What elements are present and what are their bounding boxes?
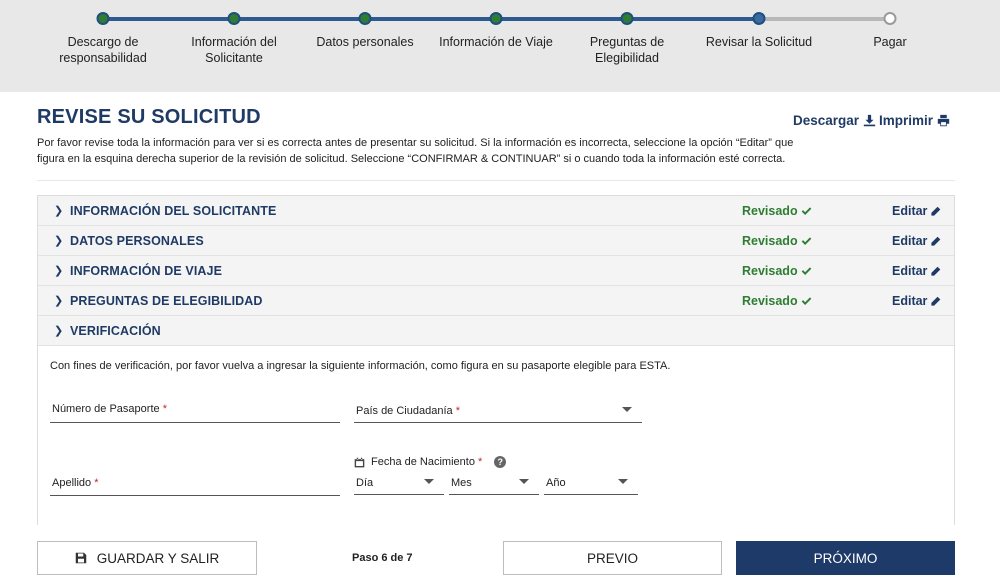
caret-down-icon [519, 479, 529, 484]
print-label: Imprimir [879, 113, 934, 128]
month-label: Mes [451, 477, 472, 489]
surname-field[interactable] [50, 467, 340, 496]
header-divider [37, 180, 955, 181]
day-label: Día [356, 477, 374, 489]
step-4-label: Información de Viaje [439, 35, 553, 49]
status-reviewed [742, 234, 812, 248]
label-text: Apellido [52, 477, 92, 489]
step-3-dot [359, 12, 372, 25]
required-mark: * [162, 403, 167, 415]
step-7-label: Pagar [873, 35, 907, 49]
required-mark: * [455, 405, 460, 417]
edit-label: Editar [892, 264, 928, 278]
save-and-exit-button[interactable] [37, 541, 257, 575]
section-personal-data[interactable] [38, 226, 954, 256]
printer-icon [937, 114, 950, 127]
step-2-dot [228, 12, 241, 25]
edit-travel-info-button[interactable] [892, 264, 941, 278]
status-label: Revisado [742, 204, 798, 218]
question-circle-icon[interactable]: ? [494, 456, 506, 468]
status-reviewed [742, 294, 812, 308]
previous-button[interactable] [503, 541, 722, 575]
pencil-icon [930, 206, 941, 217]
step-7-dot [884, 12, 897, 25]
status-label: Revisado [742, 264, 798, 278]
save-label: GUARDAR Y SALIR [96, 550, 220, 566]
edit-eligibility-button[interactable] [892, 294, 941, 308]
section-title: INFORMACIÓN DEL SOLICITANTE [70, 204, 277, 218]
passport-number-label [52, 403, 167, 415]
section-applicant-info[interactable] [38, 196, 954, 226]
edit-applicant-info-button[interactable] [892, 204, 941, 218]
chevron-right-icon: ❯ [54, 295, 64, 307]
edit-personal-data-button[interactable] [892, 234, 941, 248]
status-label: Revisado [742, 234, 798, 248]
status-label: Revisado [742, 294, 798, 308]
year-label: Año [546, 477, 566, 489]
date-of-birth-label [354, 456, 506, 468]
citizenship-country-select[interactable] [354, 395, 642, 423]
status-reviewed [742, 264, 812, 278]
review-accordion [37, 195, 955, 525]
section-title: VERIFICACIÓN [70, 324, 161, 338]
print-button[interactable] [879, 113, 950, 128]
chevron-right-icon: ❯ [54, 265, 64, 277]
intro-text: Por favor revise toda la información para ver si es correcta antes de presentar su solicitud. Si la información es incorrecta, seleccione la opción “Editar” que figura en la esquina derecha superior de la revisión de solicitud. Seleccione “CONFIRMAR & CONTINUAR” si o cuando toda la información esté correcta. [37, 137, 794, 165]
step-6-label: Revisar la Solicitud [705, 35, 813, 49]
step-5-dot [621, 12, 634, 25]
dob-month-select[interactable] [449, 471, 539, 495]
step-4-dot [490, 12, 503, 25]
section-title: PREGUNTAS DE ELEGIBILIDAD [70, 294, 263, 308]
section-title: DATOS PERSONALES [70, 234, 204, 248]
check-icon [801, 266, 812, 277]
dob-day-select[interactable] [354, 471, 444, 495]
chevron-right-icon: ❯ [54, 325, 64, 337]
caret-down-icon [424, 479, 434, 484]
section-travel-info[interactable] [38, 256, 954, 286]
page-title: REVISE SU SOLICITUD [37, 106, 261, 128]
download-icon [863, 114, 876, 127]
progress-track-complete [103, 17, 759, 21]
step-6-dot [753, 12, 766, 25]
step-1-label: Descargo de responsabilidad [59, 35, 147, 65]
progress-track-remaining [759, 17, 890, 21]
download-button[interactable] [793, 113, 876, 128]
step-5-label: Preguntas de Elegibilidad [589, 35, 665, 65]
chevron-right-icon: ❯ [54, 235, 64, 247]
progress-stepper [0, 0, 1000, 92]
section-eligibility-questions[interactable] [38, 286, 954, 316]
next-button[interactable] [736, 541, 955, 575]
section-title: INFORMACIÓN DE VIAJE [70, 264, 223, 278]
edit-label: Editar [892, 204, 928, 218]
pencil-icon [930, 236, 941, 247]
step-1-dot [97, 12, 110, 25]
calendar-icon [354, 457, 365, 468]
caret-down-icon [622, 407, 632, 412]
edit-label: Editar [892, 294, 928, 308]
edit-label: Editar [892, 234, 928, 248]
check-icon [801, 236, 812, 247]
verification-instructions: Con fines de verificación, por favor vuelva a ingresar la siguiente información, como figura en su pasaporte elegible para ESTA. [50, 360, 671, 372]
step-2-label: Información del Solicitante [191, 35, 277, 65]
section-verification[interactable] [38, 316, 954, 346]
verification-panel [38, 347, 954, 525]
step-indicator: Paso 6 de 7 [352, 552, 413, 564]
status-reviewed [742, 204, 812, 218]
next-label: PRÓXIMO [813, 550, 878, 566]
label-text: País de Ciudadanía [356, 405, 453, 417]
download-label: Descargar [793, 113, 860, 128]
label-text: Número de Pasaporte [52, 403, 160, 415]
dob-year-select[interactable] [544, 471, 638, 495]
caret-down-icon [618, 479, 628, 484]
pencil-icon [930, 266, 941, 277]
step-3-label: Datos personales [316, 35, 414, 49]
dob-text: Fecha de Nacimiento [371, 456, 475, 468]
citizenship-label [356, 405, 460, 417]
check-icon [801, 296, 812, 307]
passport-number-field[interactable] [50, 395, 340, 423]
required-mark: * [94, 477, 99, 489]
surname-label [52, 477, 98, 489]
required-mark: * [478, 456, 483, 468]
previous-label: PREVIO [586, 550, 638, 566]
floppy-disk-icon [75, 552, 87, 564]
chevron-right-icon: ❯ [54, 205, 64, 217]
pencil-icon [930, 296, 941, 307]
check-icon [801, 206, 812, 217]
